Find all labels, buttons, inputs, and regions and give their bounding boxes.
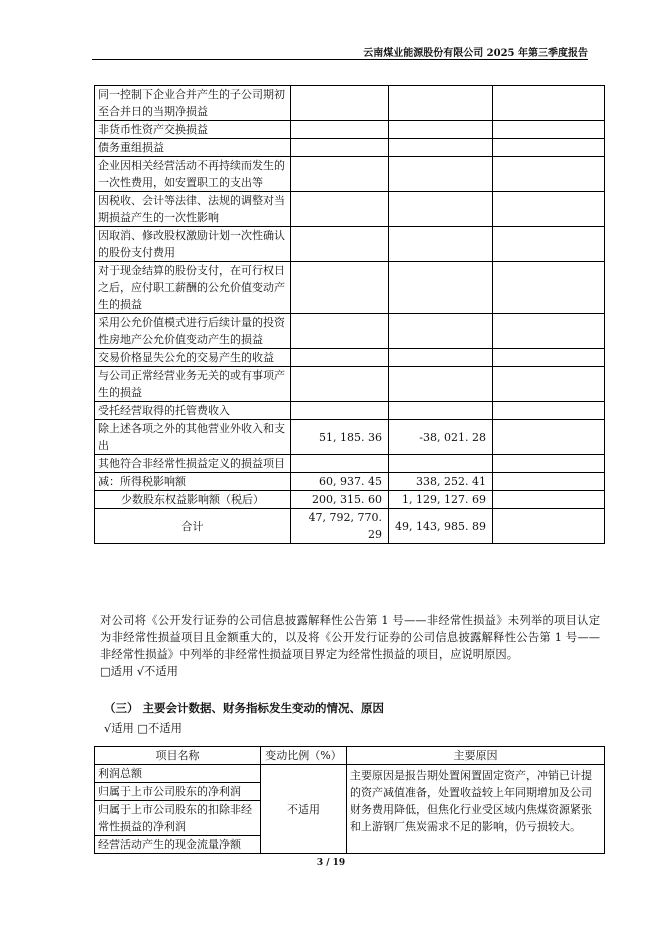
row-item-label: 因取消、修改股权激励计划一次性确认的股份支付费用 [95,227,291,262]
row-year-to-date-value [389,121,493,139]
row-current-period-value [291,367,389,402]
header-item-name: 项目名称 [95,747,261,765]
row-item-label: 采用公允价值模式进行后续计量的投资性房地产公允价值变动产生的损益 [95,314,291,349]
row-item-label: 因税收、会计等法律、法规的调整对当期损益产生的一次性影响 [95,192,291,227]
row-current-period-value [291,262,389,314]
row-year-to-date-value [389,139,493,157]
row-year-to-date-value [389,157,493,192]
row-year-to-date-value [389,402,493,420]
row-year-to-date-value: -38, 021. 28 [389,420,493,455]
row-year-to-date-value [389,227,493,262]
row-note [493,192,605,227]
row-item-label: 合计 [95,509,291,544]
row-item-label: 对于现金结算的股份支付，在可行权日之后，应付职工薪酬的公允价值变动产生的损益 [95,262,291,314]
row-year-to-date-value: 1, 129, 127. 69 [389,491,493,509]
row-current-period-value [291,192,389,227]
row-year-to-date-value [389,314,493,349]
explanation-paragraph: 对公司将《公开发行证券的公司信息披露解释性公告第 1 号——非经常性损益》未列举的项目认定为非经常性损益项目且金额重大的，以及将《公开发行证券的公司信息披露解释性公告第 1 号——非经常性损益》中列举的非经常性损益项目界定为经常性损益的项目，应说明原因。 [100,614,600,661]
row-year-to-date-value [389,192,493,227]
section-title: （三） 主要会计数据、财务指标发生变动的情况、原因 [104,701,385,715]
applicability-choice-2: √适用 □不适用 [104,722,182,735]
row-note [493,509,605,544]
row-current-period-value: 51, 185. 36 [291,420,389,455]
table-row-item: 经营活动产生的现金流量净额 [95,836,261,854]
row-note [493,121,605,139]
table-row [95,262,605,314]
row-item-label: 受托经营取得的托管费收入 [95,402,291,420]
page-number: 3 / 19 [316,858,346,868]
table-row [95,349,605,367]
row-note [493,455,605,473]
change-ratio-value: 不适用 [261,765,347,854]
table-row [95,473,605,491]
row-current-period-value: 47, 792, 770. 29 [291,509,389,544]
row-note [493,473,605,491]
header-main-reason: 主要原因 [347,747,605,765]
table-row [95,86,605,121]
table-row [95,139,605,157]
row-current-period-value: 60, 937. 45 [291,473,389,491]
row-current-period-value [291,86,389,121]
table-row [95,455,605,473]
table-row [95,121,605,139]
table-row [95,402,605,420]
row-item-label: 同一控制下企业合并产生的子公司期初至合并日的当期净损益 [95,86,291,121]
row-item-label: 与公司正常经营业务无关的或有事项产生的损益 [95,367,291,402]
row-year-to-date-value: 338, 252. 41 [389,473,493,491]
table-row [95,420,605,455]
table-row [95,157,605,192]
table-row-item: 利润总额 [95,765,261,783]
row-year-to-date-value: 49, 143, 985. 89 [389,509,493,544]
row-note [493,227,605,262]
main-reason-text: 主要原因是报告期处置闲置固定资产，冲销已计提的资产减值准备，处置收益较上年同期增加及公司财务费用降低，但焦化行业受区域内焦煤资源紧张和上游钢厂焦炭需求不足的影响，仍亏损较大。 [347,765,605,854]
row-item-label: 其他符合非经常性损益定义的损益项目 [95,455,291,473]
row-year-to-date-value [389,367,493,402]
row-note [493,139,605,157]
row-note [493,157,605,192]
row-year-to-date-value [389,262,493,314]
row-item-label: 非货币性资产交换损益 [95,121,291,139]
row-note [493,491,605,509]
table-row [95,192,605,227]
row-note [493,314,605,349]
row-note [493,420,605,455]
non-recurring-gains-table [94,85,605,544]
header-rule [92,59,588,60]
row-current-period-value [291,402,389,420]
row-current-period-value [291,139,389,157]
page-header: 云南煤业能源股份有限公司 2025 年第三季度报告 [363,48,588,59]
table-row [95,509,605,544]
row-current-period-value [291,121,389,139]
header-change-ratio: 变动比例（%） [261,747,347,765]
row-item-label: 少数股东权益影响额（税后） [95,491,291,509]
row-year-to-date-value [389,455,493,473]
change-reason-table [94,746,605,854]
row-item-label: 除上述各项之外的其他营业外收入和支出 [95,420,291,455]
row-note [493,349,605,367]
table-row-item: 归属于上市公司股东的净利润 [95,783,261,801]
row-item-label: 交易价格显失公允的交易产生的收益 [95,349,291,367]
table-row [95,491,605,509]
row-current-period-value [291,157,389,192]
table-row [95,314,605,349]
table-row-item: 归属于上市公司股东的扣除非经常性损益的净利润 [95,801,261,836]
table-row [95,227,605,262]
row-current-period-value [291,227,389,262]
row-current-period-value: 200, 315. 60 [291,491,389,509]
row-year-to-date-value [389,86,493,121]
row-note [493,262,605,314]
row-year-to-date-value [389,349,493,367]
applicability-choice-1: □适用 √不适用 [100,665,178,678]
row-note [493,402,605,420]
row-current-period-value [291,455,389,473]
row-current-period-value [291,314,389,349]
row-item-label: 减：所得税影响额 [95,473,291,491]
row-current-period-value [291,349,389,367]
row-item-label: 债务重组损益 [95,139,291,157]
row-note [493,367,605,402]
row-note [493,86,605,121]
row-item-label: 企业因相关经营活动不再持续而发生的一次性费用，如安置职工的支出等 [95,157,291,192]
table-row [95,367,605,402]
